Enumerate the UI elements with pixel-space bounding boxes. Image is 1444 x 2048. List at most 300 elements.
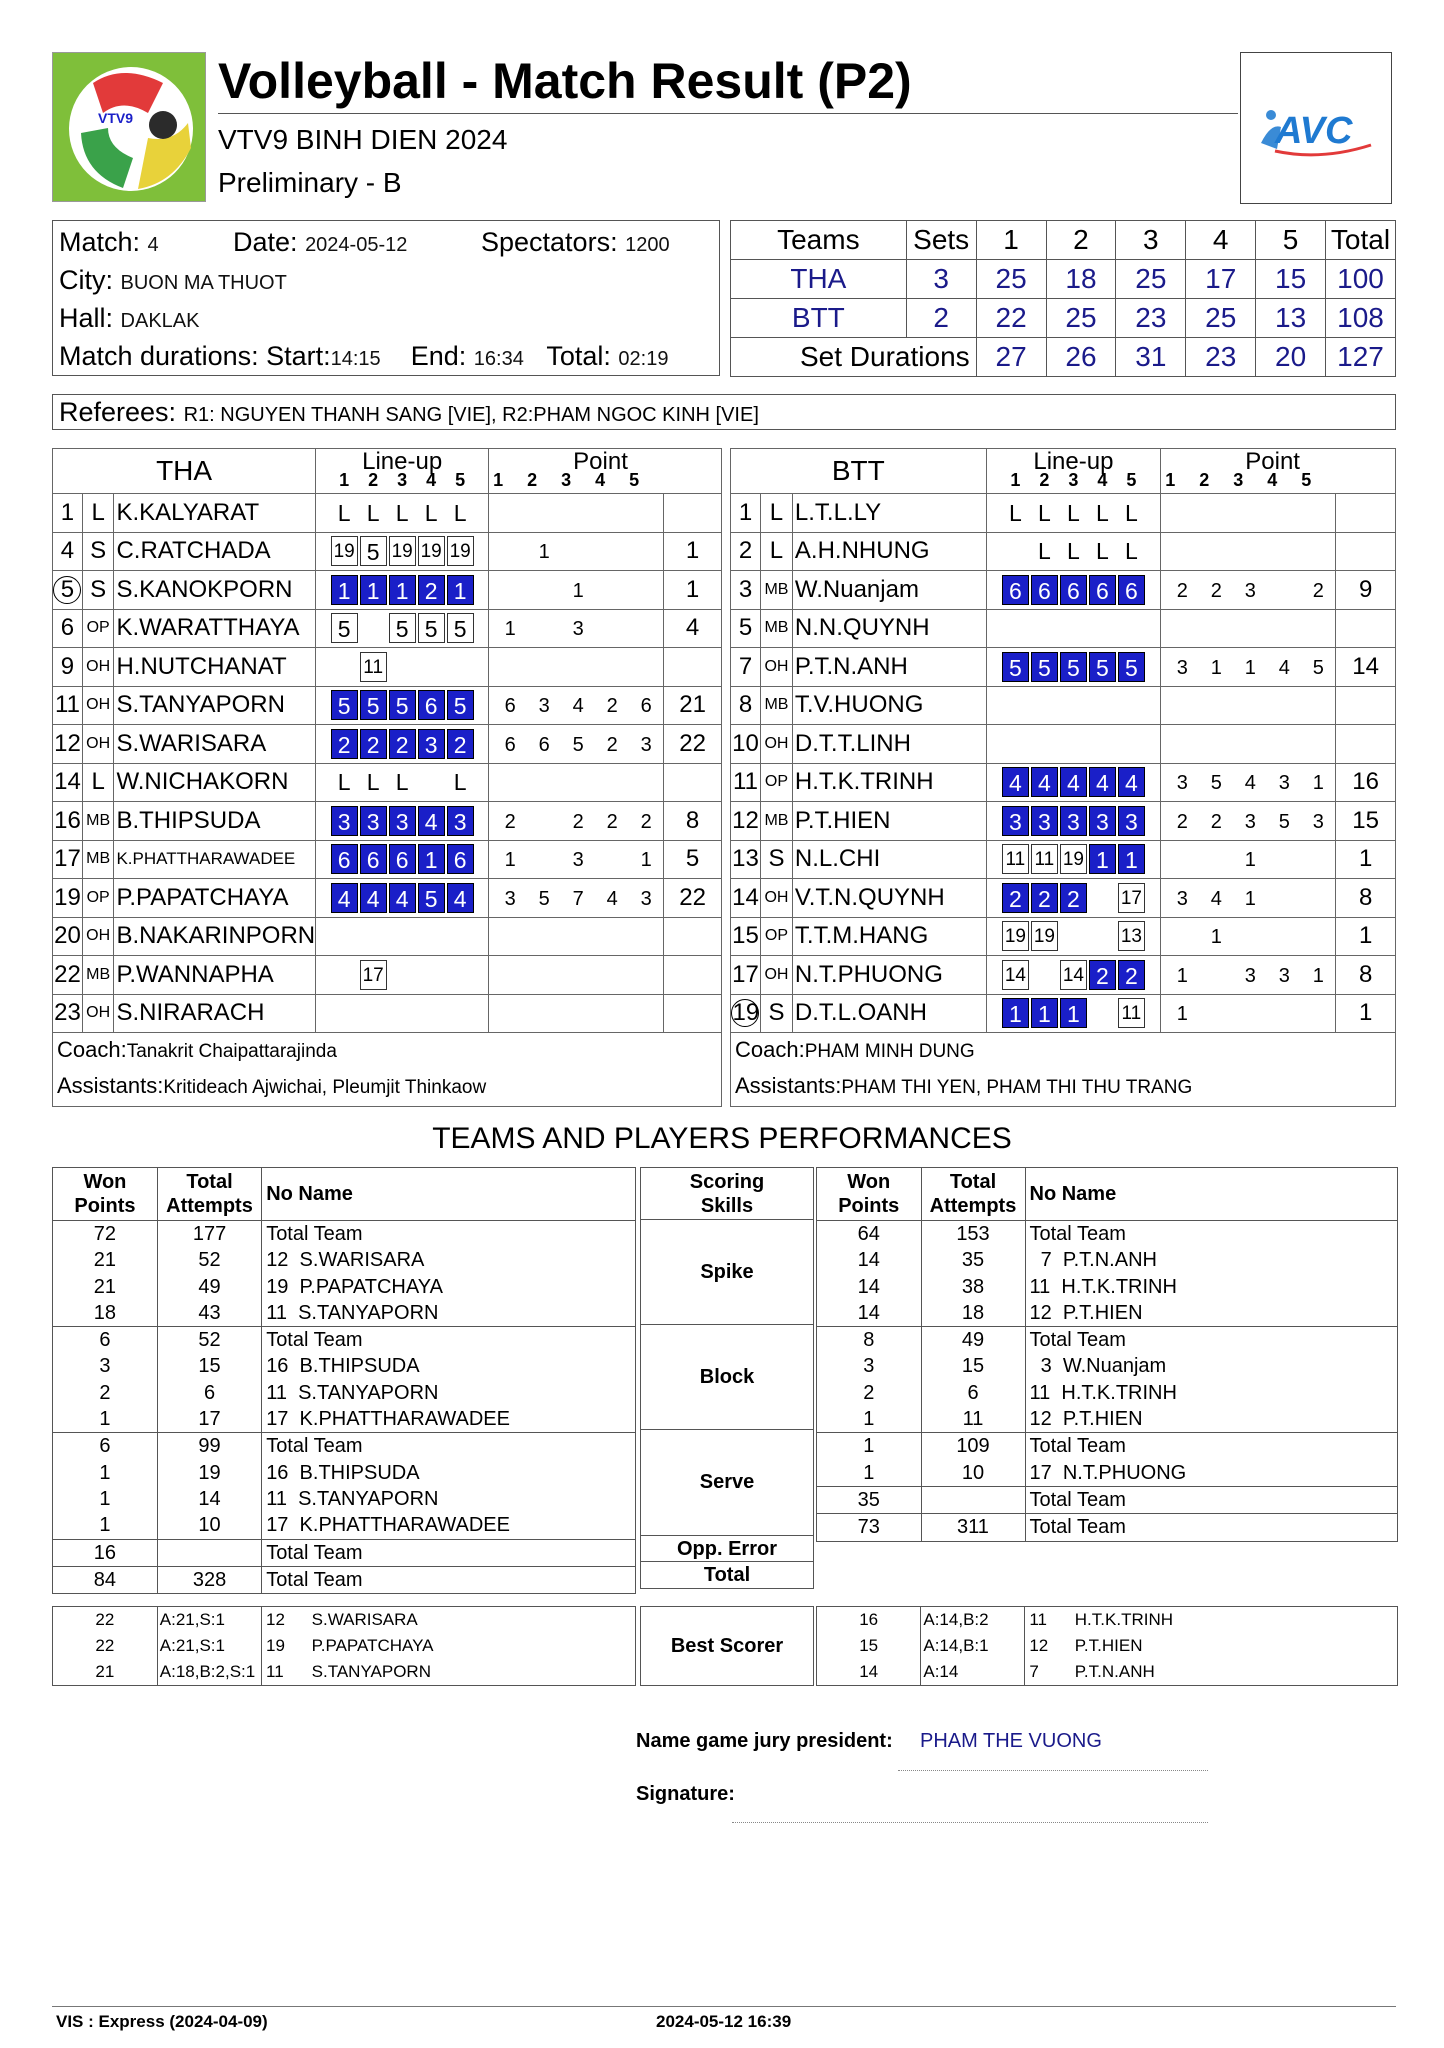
lineup-position: 4 bbox=[1002, 767, 1029, 797]
player-name: L.T.L.LY bbox=[792, 494, 986, 533]
spectators-label: Spectators: bbox=[481, 227, 618, 257]
set-number: 3 bbox=[1233, 470, 1244, 490]
won-points: 73 bbox=[817, 1514, 921, 1541]
city-row bbox=[59, 261, 287, 299]
set-point: 3 bbox=[640, 887, 652, 910]
total-attempts: 6 bbox=[157, 1380, 261, 1406]
player-name: Total Team bbox=[262, 1539, 635, 1566]
set-point: 1 bbox=[538, 541, 550, 564]
total-attempts: 109 bbox=[921, 1433, 1025, 1460]
set-point: 1 bbox=[640, 849, 652, 872]
header-set-2: 2 bbox=[1046, 221, 1116, 260]
set-number: 3 bbox=[561, 470, 572, 490]
end-value: 16:34 bbox=[473, 348, 524, 370]
lineup-cells bbox=[316, 802, 489, 841]
player-total-points: 1 bbox=[1336, 917, 1396, 956]
player-row bbox=[53, 494, 722, 533]
player-number-cell bbox=[53, 840, 83, 879]
team-header-row bbox=[53, 449, 722, 494]
performance-header-row bbox=[53, 1168, 635, 1221]
lineup-position bbox=[331, 998, 358, 1028]
point-set-numbers bbox=[1165, 471, 1395, 489]
set-number: 4 bbox=[426, 470, 437, 490]
set-points bbox=[1161, 879, 1336, 918]
player-total-points bbox=[1336, 494, 1396, 533]
total-attempts: 15 bbox=[157, 1353, 261, 1379]
set-points bbox=[489, 686, 664, 725]
libero-mark: L bbox=[424, 499, 438, 526]
set-point: 5 bbox=[572, 733, 584, 756]
player-name: Total Team bbox=[1029, 1329, 1126, 1352]
scoring-skills-column bbox=[640, 1167, 814, 1589]
lineup-position: 2 bbox=[1002, 883, 1029, 913]
skill-row bbox=[817, 1221, 1397, 1248]
player-name: 12 S.WARISARA bbox=[266, 1249, 425, 1272]
lineup-position bbox=[389, 960, 416, 990]
point-header bbox=[1161, 449, 1396, 494]
won-points: 35 bbox=[817, 1486, 921, 1513]
player-position: MB bbox=[760, 686, 792, 725]
match-label: Match: bbox=[59, 227, 141, 257]
sets-won: 3 bbox=[906, 260, 976, 299]
set-score: 15 bbox=[1256, 260, 1326, 299]
player-name: 17 N.T.PHUONG bbox=[1029, 1461, 1187, 1484]
lineup-position bbox=[331, 921, 358, 951]
player-total-points: 21 bbox=[664, 686, 722, 725]
lineup-cells bbox=[986, 802, 1161, 841]
player-name: Total Team bbox=[1025, 1486, 1397, 1513]
lineup-position: 3 bbox=[1031, 806, 1058, 836]
player-name: D.T.L.OANH bbox=[792, 994, 986, 1033]
player-name: 16 B.THIPSUDA bbox=[266, 1355, 420, 1378]
total-score: 100 bbox=[1326, 260, 1396, 299]
coach-name: Tanakrit Chaipattarajinda bbox=[126, 1041, 337, 1062]
set-points bbox=[1161, 956, 1336, 995]
player-position: MB bbox=[82, 956, 114, 995]
set-points bbox=[1161, 609, 1336, 648]
set-point: 2 bbox=[1210, 810, 1222, 833]
lineup-position: 1 bbox=[1118, 844, 1145, 874]
player-row bbox=[53, 840, 722, 879]
set-durations-label: Set Durations bbox=[731, 338, 977, 377]
player-number: 11 bbox=[55, 691, 80, 719]
player-number: 11 bbox=[733, 768, 758, 796]
total-attempts-header bbox=[921, 1168, 1025, 1221]
lineup-position bbox=[1118, 729, 1145, 759]
player-name: K.WARATTHAYA bbox=[114, 609, 316, 648]
player-name: 11 H.T.K.TRINH bbox=[1029, 1381, 1177, 1404]
player-position: MB bbox=[760, 609, 792, 648]
header-teams: Teams bbox=[731, 221, 907, 260]
player-position: OH bbox=[760, 725, 792, 764]
player-number: 9 bbox=[60, 652, 75, 680]
best-scorer-tha bbox=[52, 1606, 636, 1686]
player-total-points bbox=[664, 994, 722, 1033]
player-name: P.WANNAPHA bbox=[114, 956, 316, 995]
player-number: 7 bbox=[738, 652, 753, 680]
libero-mark: L bbox=[453, 499, 467, 526]
won-points: 16 bbox=[53, 1539, 157, 1566]
total-label: Total: bbox=[546, 341, 611, 371]
scorer-number: 12 bbox=[1029, 1636, 1049, 1655]
player-name: N.L.CHI bbox=[792, 840, 986, 879]
scoreboard-row-btt bbox=[731, 299, 1396, 338]
set-number: 3 bbox=[397, 470, 408, 490]
set-point: 2 bbox=[504, 810, 516, 833]
player-name: Total Team bbox=[266, 1223, 363, 1245]
set-points bbox=[489, 571, 664, 610]
lineup-position: 2 bbox=[418, 575, 445, 605]
player-number: 14 bbox=[732, 883, 759, 911]
total-value: 02:19 bbox=[618, 348, 669, 370]
set-points bbox=[1161, 917, 1336, 956]
scorer-points: 16 bbox=[817, 1607, 921, 1633]
scorer-breakdown: A:14 bbox=[921, 1659, 1025, 1685]
lineup-position: 6 bbox=[360, 844, 387, 874]
lineup-position: 5 bbox=[1060, 652, 1087, 682]
set-point: 2 bbox=[1312, 579, 1324, 602]
skill-row bbox=[817, 1353, 1397, 1379]
player-name: A.H.NHUNG bbox=[792, 532, 986, 571]
player-name: S.NIRARACH bbox=[114, 994, 316, 1033]
set-score: 18 bbox=[1046, 260, 1116, 299]
total-attempts: 38 bbox=[921, 1274, 1025, 1300]
match-row bbox=[59, 223, 159, 261]
lineup-position bbox=[1118, 690, 1145, 720]
scoring-skills-header bbox=[641, 1168, 813, 1220]
total-attempts: 11 bbox=[921, 1406, 1025, 1433]
player-name: W.NICHAKORN bbox=[114, 763, 316, 802]
set-points bbox=[489, 763, 664, 802]
player-position: S bbox=[760, 840, 792, 879]
set-point: 3 bbox=[1278, 964, 1290, 987]
player-name: T.T.M.HANG bbox=[792, 917, 986, 956]
player-number-cell bbox=[731, 917, 761, 956]
libero-mark: L bbox=[453, 769, 467, 796]
lineup-set-numbers bbox=[987, 471, 1161, 489]
player-position: MB bbox=[760, 571, 792, 610]
player-name: H.T.K.TRINH bbox=[792, 763, 986, 802]
coach-row bbox=[735, 1033, 1395, 1069]
lineup-position bbox=[418, 652, 445, 682]
player-number-cell bbox=[53, 648, 83, 687]
scorer-breakdown: A:14,B:2 bbox=[921, 1607, 1025, 1633]
total-attempts bbox=[157, 1539, 261, 1566]
won-points: 14 bbox=[817, 1247, 921, 1273]
player-number: 1 bbox=[738, 498, 753, 526]
skill-row bbox=[53, 1512, 635, 1539]
won-points: 18 bbox=[53, 1300, 157, 1327]
player-row bbox=[731, 879, 1396, 918]
set-point: 1 bbox=[1244, 656, 1256, 679]
total-attempts: 52 bbox=[157, 1327, 261, 1354]
set-point: 4 bbox=[572, 695, 584, 718]
player-number: 13 bbox=[732, 845, 759, 873]
set-score: 25 bbox=[1116, 260, 1186, 299]
player-total-points: 1 bbox=[664, 571, 722, 610]
captain-number: 19 bbox=[732, 999, 760, 1027]
lineup-position: 3 bbox=[1089, 806, 1116, 836]
set-duration: 23 bbox=[1186, 338, 1256, 377]
total-attempts: 14 bbox=[157, 1486, 261, 1512]
player-name: C.RATCHADA bbox=[114, 532, 316, 571]
point-set-numbers bbox=[493, 471, 721, 489]
header-set-3: 3 bbox=[1116, 221, 1186, 260]
skill-row bbox=[817, 1274, 1397, 1300]
set-score: 17 bbox=[1186, 260, 1256, 299]
player-position: OP bbox=[760, 917, 792, 956]
player-number-cell bbox=[53, 494, 83, 533]
lineup-position: 4 bbox=[1118, 767, 1145, 797]
lineup-position bbox=[389, 998, 416, 1028]
point-label: Point bbox=[1245, 448, 1300, 475]
player-name: P.T.HIEN bbox=[792, 802, 986, 841]
lineup-cells bbox=[986, 494, 1161, 533]
player-row bbox=[731, 571, 1396, 610]
player-total-points: 1 bbox=[1336, 994, 1396, 1033]
set-points bbox=[489, 609, 664, 648]
lineup-position: 2 bbox=[1060, 883, 1087, 913]
player-total-points: 1 bbox=[1336, 840, 1396, 879]
player-name: 12 P.T.HIEN bbox=[1025, 1406, 1397, 1433]
lineup-cells bbox=[986, 840, 1161, 879]
set-points bbox=[1161, 763, 1336, 802]
opp-error-row bbox=[53, 1539, 635, 1566]
lineup-position: 6 bbox=[418, 690, 445, 720]
skill-row bbox=[53, 1380, 635, 1406]
lineup-position: 11 bbox=[1002, 844, 1029, 874]
set-point: 5 bbox=[1312, 656, 1324, 679]
date-value: 2024-05-12 bbox=[305, 234, 408, 256]
set-point: 1 bbox=[504, 849, 516, 872]
skill-label: Opp. Error bbox=[641, 1536, 813, 1562]
point-label: Point bbox=[573, 448, 628, 475]
libero-mark: L bbox=[1008, 499, 1022, 526]
spectators-row bbox=[481, 223, 670, 261]
point-header bbox=[489, 449, 722, 494]
player-position: S bbox=[82, 571, 114, 610]
set-point: 2 bbox=[606, 695, 618, 718]
lineup-position: 5 bbox=[1031, 652, 1058, 682]
skill-row bbox=[817, 1433, 1397, 1460]
lineup-cells bbox=[986, 725, 1161, 764]
player-name: K.KALYARAT bbox=[114, 494, 316, 533]
lineup-position: 1 bbox=[1002, 998, 1029, 1028]
no-name-header: No Name bbox=[262, 1168, 635, 1221]
page-title: Volleyball - Match Result (P2) bbox=[218, 53, 912, 109]
set-point: 1 bbox=[1244, 849, 1256, 872]
scorer-name: P.T.HIEN bbox=[1074, 1636, 1143, 1655]
lineup-position bbox=[1060, 729, 1087, 759]
lineup-cells bbox=[316, 532, 489, 571]
set-points bbox=[1161, 725, 1336, 764]
set-points bbox=[489, 879, 664, 918]
player-number-cell bbox=[53, 956, 83, 995]
best-scorer-row bbox=[817, 1659, 1397, 1685]
lineup-cells bbox=[316, 648, 489, 687]
set-points bbox=[489, 994, 664, 1033]
lineup-cells bbox=[986, 532, 1161, 571]
set-points bbox=[489, 917, 664, 956]
set-number: 5 bbox=[629, 470, 640, 490]
lineup-cells bbox=[316, 609, 489, 648]
set-point: 4 bbox=[606, 887, 618, 910]
player-position: MB bbox=[82, 802, 114, 841]
player-name: N.T.PHUONG bbox=[792, 956, 986, 995]
set-score: 23 bbox=[1116, 299, 1186, 338]
lineup-position: 19 bbox=[1060, 844, 1087, 874]
set-number: 5 bbox=[1301, 470, 1312, 490]
performance-header-row bbox=[817, 1168, 1397, 1221]
performance-tha bbox=[52, 1167, 636, 1594]
player-row bbox=[53, 725, 722, 764]
lineup-position bbox=[447, 998, 474, 1028]
won-points: 14 bbox=[817, 1300, 921, 1327]
lineup-position: 19 bbox=[331, 536, 358, 566]
lineup-position bbox=[447, 921, 474, 951]
vtv-logo bbox=[52, 52, 206, 202]
player-number-cell bbox=[53, 802, 83, 841]
set-number: 1 bbox=[493, 470, 504, 490]
set-number: 2 bbox=[368, 470, 379, 490]
player-name: H.NUTCHANAT bbox=[114, 648, 316, 687]
set-point: 1 bbox=[1210, 656, 1222, 679]
header-line: Attempts bbox=[166, 1195, 253, 1217]
city-value: BUON MA THUOT bbox=[120, 272, 287, 294]
lineup-cells bbox=[316, 840, 489, 879]
player-total-points: 9 bbox=[1336, 571, 1396, 610]
lineup-cells bbox=[986, 879, 1161, 918]
match-number: 4 bbox=[147, 234, 159, 256]
player-row bbox=[731, 840, 1396, 879]
set-point: 3 bbox=[1278, 772, 1290, 795]
total-duration: 127 bbox=[1326, 338, 1396, 377]
lineup-position: 2 bbox=[331, 729, 358, 759]
set-point: 6 bbox=[640, 695, 652, 718]
lineup-cells bbox=[986, 648, 1161, 687]
scorer-name: P.PAPATCHAYA bbox=[311, 1636, 434, 1655]
player-number: 17 bbox=[732, 960, 759, 988]
player-number: 1 bbox=[60, 498, 75, 526]
set-point: 2 bbox=[1176, 579, 1188, 602]
player-row bbox=[731, 917, 1396, 956]
lineup-position: 19 bbox=[418, 536, 445, 566]
player-row bbox=[731, 802, 1396, 841]
set-point: 1 bbox=[1312, 964, 1324, 987]
set-point: 3 bbox=[1244, 579, 1256, 602]
set-durations-row bbox=[731, 338, 1396, 377]
total-attempts: 99 bbox=[157, 1433, 261, 1460]
libero-mark: L bbox=[1095, 499, 1109, 526]
set-score: 25 bbox=[1186, 299, 1256, 338]
referees-label: Referees: bbox=[59, 397, 177, 427]
lineup-cells bbox=[986, 994, 1161, 1033]
svg-text:AVC: AVC bbox=[1275, 110, 1353, 152]
player-name: P.T.N.ANH bbox=[792, 648, 986, 687]
player-row bbox=[731, 763, 1396, 802]
best-scorer-row bbox=[53, 1633, 635, 1659]
player-number-cell bbox=[731, 956, 761, 995]
lineup-position: 4 bbox=[1031, 767, 1058, 797]
coach-label: Coach: bbox=[735, 1037, 805, 1062]
player-total-points: 8 bbox=[664, 802, 722, 841]
team-lineup-table bbox=[730, 448, 1396, 1033]
set-point: 1 bbox=[572, 579, 584, 602]
player-position: L bbox=[82, 494, 114, 533]
player-total-points bbox=[1336, 686, 1396, 725]
player-number-cell bbox=[731, 494, 761, 533]
player-name: 17 K.PHATTHARAWADEE bbox=[262, 1406, 635, 1433]
player-name: S.WARISARA bbox=[114, 725, 316, 764]
lineup-position: 11 bbox=[360, 652, 387, 682]
player-total-points bbox=[1336, 725, 1396, 764]
player-number: 2 bbox=[738, 537, 753, 565]
scorer-number: 19 bbox=[266, 1636, 285, 1655]
coach-box bbox=[52, 1033, 722, 1107]
scorer-number: 7 bbox=[1029, 1662, 1039, 1681]
player-number: 4 bbox=[60, 537, 75, 565]
player-name: D.T.T.LINH bbox=[792, 725, 986, 764]
lineup-position: 5 bbox=[1002, 652, 1029, 682]
lineup-position bbox=[1089, 690, 1116, 720]
lineup-position bbox=[1089, 921, 1116, 951]
total-row bbox=[817, 1514, 1397, 1541]
lineup-position: 2 bbox=[447, 729, 474, 759]
scoreboard-row-tha bbox=[731, 260, 1396, 299]
lineup-position: 3 bbox=[447, 806, 474, 836]
lineup-position: 6 bbox=[1118, 575, 1145, 605]
player-total-points: 22 bbox=[664, 725, 722, 764]
lineup-position bbox=[1060, 921, 1087, 951]
won-points-header bbox=[53, 1168, 157, 1221]
lineup-position: 19 bbox=[1031, 921, 1058, 951]
header-line: Skills bbox=[700, 1195, 754, 1217]
total-attempts: 19 bbox=[157, 1460, 261, 1486]
end-label: End: bbox=[410, 341, 467, 371]
set-point: 3 bbox=[1176, 772, 1188, 795]
lineup-position bbox=[389, 921, 416, 951]
player-number-cell bbox=[731, 609, 761, 648]
won-points: 64 bbox=[817, 1221, 921, 1248]
set-point: 2 bbox=[606, 810, 618, 833]
skill-row bbox=[817, 1460, 1397, 1486]
scorer-points: 14 bbox=[817, 1659, 921, 1685]
won-points: 14 bbox=[817, 1274, 921, 1300]
set-score: 22 bbox=[976, 299, 1046, 338]
set-point: 5 bbox=[1210, 772, 1222, 795]
player-total-points: 15 bbox=[1336, 802, 1396, 841]
performance-table bbox=[53, 1168, 635, 1593]
scorer-points: 22 bbox=[53, 1633, 157, 1659]
total-attempts: 17 bbox=[157, 1406, 261, 1433]
lineup-position bbox=[331, 960, 358, 990]
footer-version: VIS : Express (2024-04-09) bbox=[56, 2012, 268, 2031]
player-name: 11 S.TANYAPORN bbox=[266, 1487, 439, 1510]
lineup-position bbox=[1031, 960, 1058, 990]
total-attempts: 6 bbox=[921, 1380, 1025, 1406]
set-number: 4 bbox=[595, 470, 606, 490]
lineup-position: 5 bbox=[418, 883, 445, 913]
best-scorer-row bbox=[53, 1607, 635, 1633]
player-number: 8 bbox=[738, 691, 753, 719]
set-number: 5 bbox=[1126, 470, 1137, 490]
player-number: 6 bbox=[60, 614, 75, 642]
scorer-breakdown: A:21,S:1 bbox=[157, 1607, 261, 1633]
player-name: K.PHATTHARAWADEE bbox=[114, 840, 316, 879]
lineup-position: 6 bbox=[1060, 575, 1087, 605]
referees-box bbox=[52, 394, 1396, 430]
hall-value: DAKLAK bbox=[120, 310, 200, 332]
